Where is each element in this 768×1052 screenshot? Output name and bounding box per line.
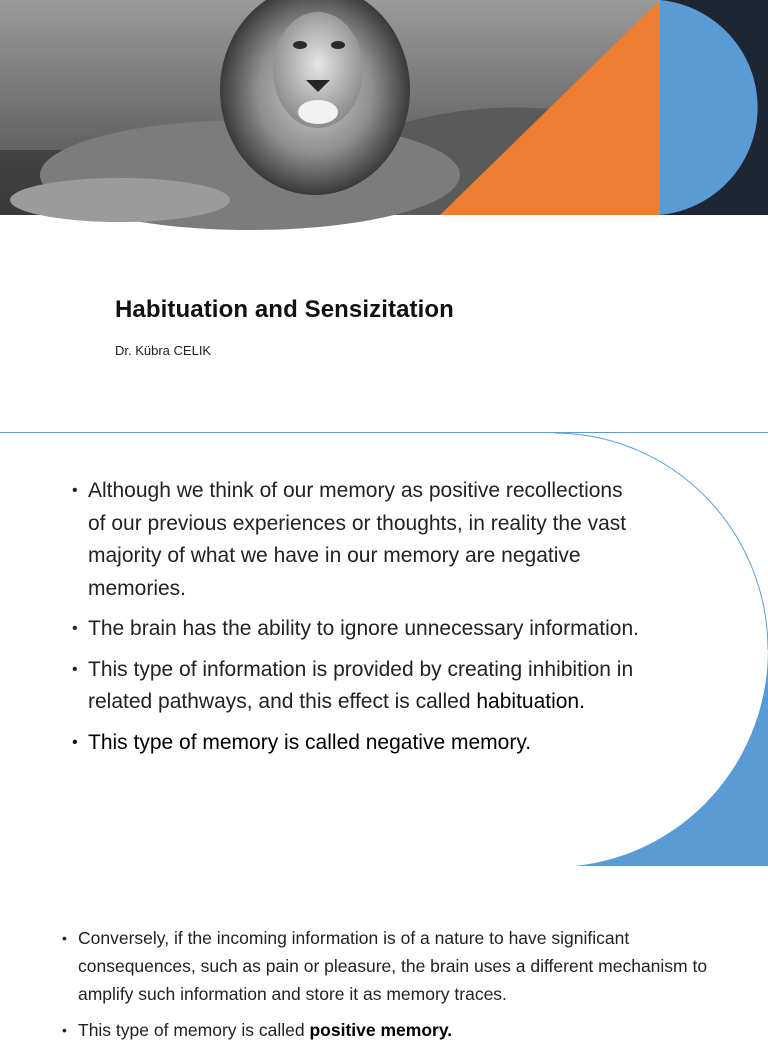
- positive-memory-slide: [0, 866, 768, 1040]
- bullet-item: • Although we think of our memory as positive recollections of our previous experiences or thoughts, in reality the vast majority of what we have in our memory are negative memories.: [72, 475, 642, 605]
- bullet-item: • This type of memory is called positive memory.: [62, 1016, 712, 1044]
- bullet-item: • Conversely, if the incoming information is of a nature to have significant consequences, such as pain or pleasure, the brain uses a different mechanism to amplify such information and store it as memory traces.: [62, 924, 712, 1008]
- author-name: Dr. Kübra CELIK: [115, 343, 212, 358]
- bullet-item: • This type of information is provided by creating inhibition in related pathways, and this effect is called habituation.: [72, 654, 642, 719]
- bullet-item: • This type of memory is called negative memory.: [72, 727, 642, 760]
- title-slide: [0, 0, 768, 432]
- negative-memory-slide: [0, 432, 768, 867]
- emphasis-term: habituation.: [476, 690, 585, 713]
- hero-graphic: [0, 0, 768, 215]
- emphasis-term: positive memory.: [309, 1020, 453, 1040]
- slide-title: Habituation and Sensizitation: [115, 296, 454, 323]
- bullet-list: [62, 924, 712, 1052]
- bullet-item: • The brain has the ability to ignore unnecessary information.: [72, 613, 642, 646]
- bullet-list: [72, 475, 642, 767]
- hero-banner: [0, 0, 768, 215]
